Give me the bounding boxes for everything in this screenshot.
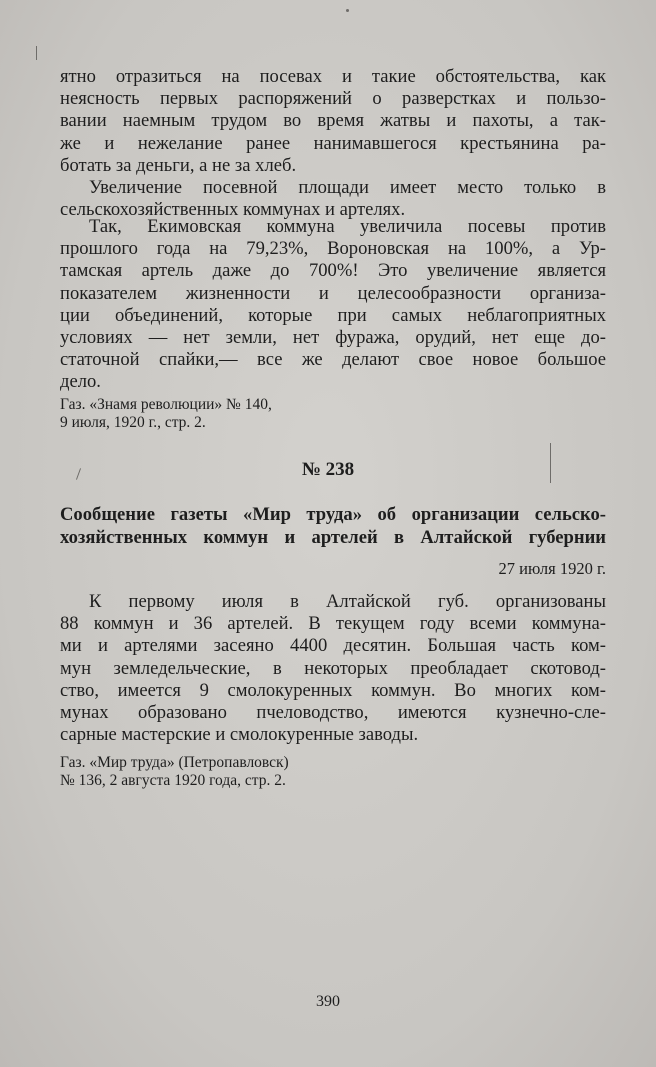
text-line: ции объединений, которые при самых неблагоприятных	[60, 304, 606, 326]
title-line: Сообщение газеты «Мир труда» об организации сельско-	[60, 504, 606, 525]
text-line: сарные мастерские и смолокуренные заводы.	[60, 724, 419, 746]
text-line: неясность первых распоряжений о разверстках и пользо-	[60, 88, 606, 110]
text-line: тамская артель даже до 700%! Это увеличение является	[60, 260, 606, 282]
text-line: ство, имеется 9 смолокуренных коммун. Во многих ком-	[60, 679, 606, 701]
document-number: № 238	[301, 459, 355, 480]
text-line: прошлого года на 79,23%, Вороновская на 100%, а Ур-	[60, 238, 606, 260]
paragraph-sown-area	[60, 177, 606, 221]
document-date: 27 июля 1920 г.	[498, 559, 606, 578]
title-line: хозяйственных коммун и артелей в Алтайской губернии	[60, 527, 606, 548]
text-line: же и нежелание ранее нанимавшегося крестьянина ра-	[60, 132, 606, 154]
text-line: К первому июля в Алтайской губ. организованы	[89, 591, 606, 612]
text-line: 88 коммун и 36 артелей. В текущем году всеми коммуна-	[60, 613, 606, 635]
paragraph-continuation	[60, 66, 606, 177]
text-line: условиях — нет земли, нет фуража, орудий, нет еще до-	[60, 327, 606, 349]
text-line: мунах образовано пчеловодство, имеются кузнечно-сле-	[60, 702, 606, 724]
page-number: 390	[316, 993, 340, 1010]
text-line: ботать за деньги, а не за хлеб.	[60, 154, 297, 176]
citation-line: № 136, 2 августа 1920 года, стр. 2.	[60, 772, 286, 789]
citation-line: Газ. «Знамя революции» № 140,	[60, 396, 272, 413]
scan-mark	[36, 46, 37, 60]
text-line: вании наемным трудом во время жатвы и пахоты, а так-	[60, 110, 606, 132]
text-line: ми и артелями засеяно 4400 десятин. Большая часть ком-	[60, 635, 606, 657]
text-line: Так, Екимовская коммуна увеличила посевы против	[89, 216, 606, 237]
paragraph-altai-communes	[60, 591, 606, 746]
text-line: Увеличение посевной площади имеет место только в	[89, 177, 606, 198]
citation-line: Газ. «Мир труда» (Петропавловск)	[60, 754, 289, 771]
citation-line: 9 июля, 1920 г., стр. 2.	[60, 414, 206, 431]
document-title	[60, 503, 606, 549]
text-line: сельскохозяйственных коммунах и артелях.	[60, 199, 406, 221]
source-citation	[60, 754, 606, 790]
text-line: мун земледельческие, в некоторых преобладает скотовод-	[60, 657, 606, 679]
source-citation	[60, 396, 606, 432]
text-line: показателем жизненности и целесообразности организа-	[60, 282, 606, 304]
scan-mark	[346, 9, 349, 12]
text-line: дело.	[60, 371, 101, 393]
paragraph-communes	[60, 216, 606, 394]
text-line: ятно отразиться на посевах и такие обстоятельства, как	[60, 66, 606, 87]
text-line: статочной спайки,— все же делают свое новое большое	[60, 349, 606, 371]
